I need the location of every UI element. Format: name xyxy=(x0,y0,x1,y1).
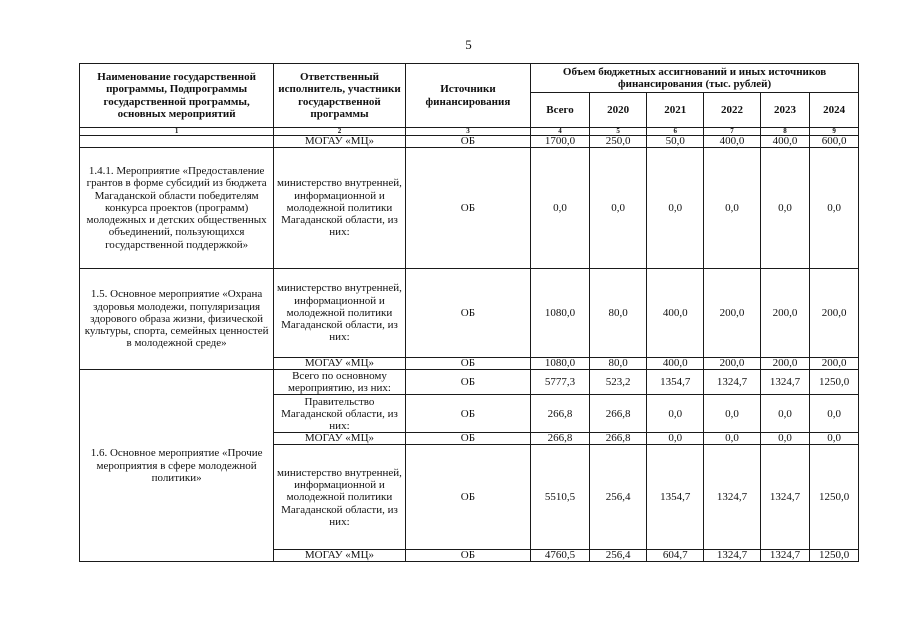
value-cell: 1080,0 xyxy=(531,358,590,370)
source-cell: ОБ xyxy=(405,136,530,148)
column-number: 4 xyxy=(531,128,590,136)
column-number: 9 xyxy=(810,128,859,136)
budget-table xyxy=(79,63,859,562)
value-cell: 266,8 xyxy=(589,395,647,433)
header-year: 2022 xyxy=(704,93,761,128)
value-cell: 200,0 xyxy=(760,358,810,370)
source-cell: ОБ xyxy=(405,550,530,562)
value-cell: 1700,0 xyxy=(531,136,590,148)
column-number: 5 xyxy=(589,128,647,136)
column-number: 6 xyxy=(647,128,704,136)
value-cell: 0,0 xyxy=(647,148,704,269)
source-cell: ОБ xyxy=(405,358,530,370)
value-cell: 0,0 xyxy=(760,148,810,269)
column-number: 7 xyxy=(704,128,761,136)
value-cell: 266,8 xyxy=(589,433,647,445)
value-cell: 5510,5 xyxy=(531,445,590,550)
value-cell: 400,0 xyxy=(760,136,810,148)
header-executor: Ответственный исполнитель, участники государственной программы xyxy=(274,64,406,128)
value-cell: 1250,0 xyxy=(810,445,859,550)
value-cell: 1324,7 xyxy=(760,370,810,395)
table-row xyxy=(80,136,859,148)
executor-cell: Всего по основному мероприятию, из них: xyxy=(274,370,406,395)
value-cell: 0,0 xyxy=(760,395,810,433)
value-cell: 1324,7 xyxy=(760,550,810,562)
value-cell: 250,0 xyxy=(589,136,647,148)
value-cell: 80,0 xyxy=(589,269,647,358)
value-cell: 0,0 xyxy=(810,395,859,433)
value-cell: 604,7 xyxy=(647,550,704,562)
name-cell: 1.5. Основное мероприятие «Охрана здоровья молодежи, популяризация здорового образа жизни, физической культуры, спорта, семейных ценностей в молодежной среде» xyxy=(80,269,274,370)
value-cell: 523,2 xyxy=(589,370,647,395)
value-cell: 0,0 xyxy=(589,148,647,269)
column-number: 1 xyxy=(80,128,274,136)
value-cell: 0,0 xyxy=(647,433,704,445)
value-cell: 0,0 xyxy=(704,395,761,433)
name-cell: 1.4.1. Мероприятие «Предоставление грантов в форме субсидий из бюджета Магаданской области победителям конкурса проектов (программ) молодежных и детских общественных объединений, пользующихся государственной поддержкой» xyxy=(80,148,274,269)
value-cell: 5777,3 xyxy=(531,370,590,395)
value-cell: 0,0 xyxy=(647,395,704,433)
header-source: Источники финансирования xyxy=(405,64,530,128)
executor-cell: МОГАУ «МЦ» xyxy=(274,136,406,148)
value-cell: 600,0 xyxy=(810,136,859,148)
value-cell: 1080,0 xyxy=(531,269,590,358)
value-cell: 1324,7 xyxy=(760,445,810,550)
value-cell: 80,0 xyxy=(589,358,647,370)
value-cell: 50,0 xyxy=(647,136,704,148)
source-cell: ОБ xyxy=(405,445,530,550)
value-cell: 266,8 xyxy=(531,433,590,445)
source-cell: ОБ xyxy=(405,370,530,395)
source-cell: ОБ xyxy=(405,269,530,358)
page-number: 5 xyxy=(465,37,472,52)
value-cell: 400,0 xyxy=(647,269,704,358)
value-cell: 200,0 xyxy=(810,358,859,370)
executor-cell: министерство внутренней, информационной и молодежной политики Магаданской области, из них: xyxy=(274,445,406,550)
value-cell: 400,0 xyxy=(704,136,761,148)
table-row xyxy=(80,269,859,358)
value-cell: 0,0 xyxy=(760,433,810,445)
name-cell xyxy=(80,136,274,148)
table-row xyxy=(80,370,859,395)
value-cell: 200,0 xyxy=(704,269,761,358)
column-number: 3 xyxy=(405,128,530,136)
column-number-row xyxy=(80,128,859,136)
value-cell: 256,4 xyxy=(589,550,647,562)
value-cell: 1354,7 xyxy=(647,370,704,395)
value-cell: 200,0 xyxy=(760,269,810,358)
value-cell: 1324,7 xyxy=(704,550,761,562)
source-cell: ОБ xyxy=(405,148,530,269)
value-cell: 266,8 xyxy=(531,395,590,433)
value-cell: 1324,7 xyxy=(704,445,761,550)
value-cell: 400,0 xyxy=(647,358,704,370)
value-cell: 0,0 xyxy=(531,148,590,269)
executor-cell: МОГАУ «МЦ» xyxy=(274,358,406,370)
header-row xyxy=(80,64,859,93)
source-cell: ОБ xyxy=(405,395,530,433)
header-name: Наименование государственной программы, Подпрограммы государственной программы, основных мероприятий xyxy=(80,64,274,128)
executor-cell: министерство внутренней, информационной и молодежной политики Магаданской области, из них: xyxy=(274,148,406,269)
executor-cell: Правительство Магаданской области, из них: xyxy=(274,395,406,433)
value-cell: 0,0 xyxy=(704,148,761,269)
header-year: 2020 xyxy=(589,93,647,128)
header-year: 2023 xyxy=(760,93,810,128)
value-cell: 200,0 xyxy=(704,358,761,370)
value-cell: 1250,0 xyxy=(810,370,859,395)
executor-cell: МОГАУ «МЦ» xyxy=(274,550,406,562)
column-number: 2 xyxy=(274,128,406,136)
header-year: 2021 xyxy=(647,93,704,128)
value-cell: 4760,5 xyxy=(531,550,590,562)
value-cell: 0,0 xyxy=(810,433,859,445)
value-cell: 0,0 xyxy=(704,433,761,445)
executor-cell: МОГАУ «МЦ» xyxy=(274,433,406,445)
header-volume: Объем бюджетных ассигнований и иных источников финансирования (тыс. рублей) xyxy=(531,64,859,93)
column-number: 8 xyxy=(760,128,810,136)
value-cell: 200,0 xyxy=(810,269,859,358)
header-year: 2024 xyxy=(810,93,859,128)
value-cell: 0,0 xyxy=(810,148,859,269)
value-cell: 1324,7 xyxy=(704,370,761,395)
executor-cell: министерство внутренней, информационной и молодежной политики Магаданской области, из них: xyxy=(274,269,406,358)
source-cell: ОБ xyxy=(405,433,530,445)
header-total: Всего xyxy=(531,93,590,128)
table-row xyxy=(80,148,859,269)
value-cell: 256,4 xyxy=(589,445,647,550)
name-cell: 1.6. Основное мероприятие «Прочие мероприятия в сфере молодежной политики» xyxy=(80,370,274,562)
value-cell: 1354,7 xyxy=(647,445,704,550)
value-cell: 1250,0 xyxy=(810,550,859,562)
